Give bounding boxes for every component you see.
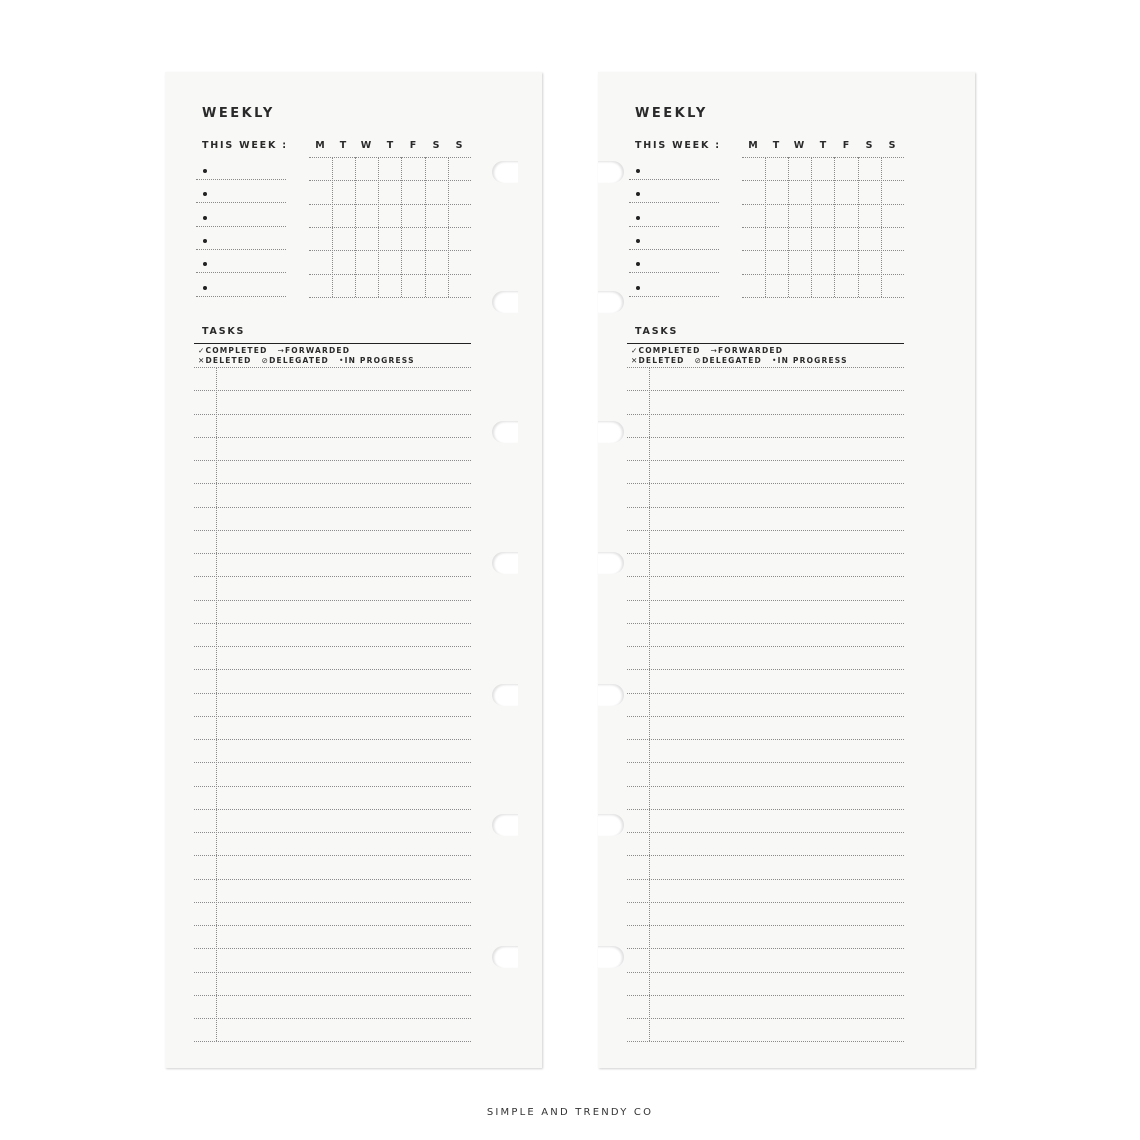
tasks-label: TASKS	[635, 326, 679, 337]
disc-hole-notch	[492, 291, 518, 313]
grid-col-line	[811, 157, 812, 297]
list-line	[196, 202, 286, 203]
grid-col-line	[858, 157, 859, 297]
legend-label: DELETED	[205, 356, 252, 365]
day-header: T	[772, 140, 780, 151]
legend-row-1	[631, 346, 783, 355]
day-header: S	[865, 140, 873, 151]
task-line	[627, 553, 904, 554]
legend-in-progress	[772, 356, 848, 365]
legend-label: FORWARDED	[284, 346, 351, 355]
day-header: W	[793, 140, 805, 151]
legend-row-2	[631, 356, 848, 365]
grid-col-line	[881, 157, 882, 297]
task-line	[194, 483, 471, 484]
in-progress-icon: •	[772, 356, 778, 365]
task-line	[194, 530, 471, 531]
legend-delegated	[695, 356, 762, 365]
list-line	[196, 272, 286, 273]
bullet-point	[203, 192, 207, 196]
legend-row-2	[198, 356, 415, 365]
grid-col-line	[834, 157, 835, 297]
disc-hole-notch	[492, 684, 518, 706]
completed-icon: ✓	[631, 346, 639, 355]
bullet-point	[636, 262, 640, 266]
delegated-icon: ⊘	[694, 356, 703, 365]
task-line	[627, 483, 904, 484]
delegated-icon: ⊘	[261, 356, 270, 365]
disc-hole-notch	[598, 552, 624, 574]
list-line	[629, 179, 719, 180]
task-line	[627, 902, 904, 903]
task-line	[627, 855, 904, 856]
task-line	[627, 576, 904, 577]
bullet-point	[203, 262, 207, 266]
task-line	[194, 832, 471, 833]
task-line	[194, 809, 471, 810]
task-line	[194, 972, 471, 973]
this-week-label: THIS WEEK :	[202, 140, 288, 151]
task-line	[194, 646, 471, 647]
grid-col-line	[425, 157, 426, 297]
task-line	[194, 437, 471, 438]
disc-hole-notch	[598, 814, 624, 836]
deleted-icon: ✕	[198, 356, 206, 365]
forwarded-icon: →	[277, 346, 285, 355]
task-line	[627, 390, 904, 391]
task-line	[194, 1041, 471, 1042]
grid-col-line	[788, 157, 789, 297]
task-line	[194, 600, 471, 601]
legend-label: DELEGATED	[269, 356, 329, 365]
completed-icon: ✓	[198, 346, 206, 355]
tasks-rule	[627, 343, 904, 344]
task-line	[627, 1018, 904, 1019]
task-line	[194, 995, 471, 996]
disc-hole-notch	[598, 291, 624, 313]
disc-hole-notch	[492, 946, 518, 968]
legend-label: DELETED	[638, 356, 685, 365]
legend-completed	[631, 346, 701, 355]
disc-hole-notch	[492, 814, 518, 836]
task-line	[627, 646, 904, 647]
legend-deleted	[631, 356, 685, 365]
list-line	[629, 249, 719, 250]
task-line	[194, 576, 471, 577]
task-line	[194, 693, 471, 694]
task-line	[627, 948, 904, 949]
legend-delegated	[262, 356, 329, 365]
list-line	[196, 179, 286, 180]
list-line	[196, 296, 286, 297]
brand-footer: SIMPLE AND TRENDY CO	[486, 1107, 654, 1118]
task-line	[627, 437, 904, 438]
bullet-point	[636, 192, 640, 196]
task-line	[194, 367, 471, 368]
task-line	[194, 948, 471, 949]
task-line	[627, 716, 904, 717]
disc-hole-notch	[598, 161, 624, 183]
this-week-label: THIS WEEK :	[635, 140, 721, 151]
grid-col-line	[332, 157, 333, 297]
task-line	[627, 762, 904, 763]
task-line	[194, 739, 471, 740]
day-header: S	[888, 140, 896, 151]
legend-deleted	[198, 356, 252, 365]
task-checkbox-column-line	[649, 367, 650, 1041]
legend-forwarded	[278, 346, 351, 355]
disc-hole-notch	[492, 161, 518, 183]
disc-hole-notch	[598, 946, 624, 968]
bullet-point	[203, 286, 207, 290]
day-header: F	[842, 140, 850, 151]
grid-col-line	[401, 157, 402, 297]
day-header: F	[409, 140, 417, 151]
list-line	[629, 226, 719, 227]
task-line	[194, 786, 471, 787]
task-line	[627, 925, 904, 926]
bullet-point	[203, 239, 207, 243]
task-line	[627, 693, 904, 694]
tasks-label: TASKS	[202, 326, 246, 337]
disc-hole-notch	[492, 421, 518, 443]
grid-col-line	[765, 157, 766, 297]
task-line	[627, 600, 904, 601]
list-line	[629, 296, 719, 297]
task-line	[194, 879, 471, 880]
grid-col-line	[448, 157, 449, 297]
task-line	[194, 902, 471, 903]
disc-hole-notch	[598, 684, 624, 706]
task-line	[627, 832, 904, 833]
task-line	[627, 1041, 904, 1042]
task-line	[194, 762, 471, 763]
task-line	[627, 669, 904, 670]
day-header: S	[455, 140, 463, 151]
legend-forwarded	[711, 346, 784, 355]
task-line	[194, 414, 471, 415]
bullet-point	[636, 239, 640, 243]
page-title: WEEKLY	[202, 106, 275, 121]
task-line	[627, 972, 904, 973]
list-line	[196, 226, 286, 227]
list-line	[196, 249, 286, 250]
day-header: W	[360, 140, 372, 151]
list-line	[629, 272, 719, 273]
task-line	[194, 1018, 471, 1019]
task-line	[194, 390, 471, 391]
task-line	[194, 460, 471, 461]
disc-hole-notch	[492, 552, 518, 574]
list-line	[629, 202, 719, 203]
planner-page-1	[165, 72, 542, 1068]
forwarded-icon: →	[710, 346, 718, 355]
disc-hole-notch	[598, 421, 624, 443]
task-line	[627, 367, 904, 368]
tasks-rule	[194, 343, 471, 344]
task-line	[627, 809, 904, 810]
page-title: WEEKLY	[635, 106, 708, 121]
legend-in-progress	[339, 356, 415, 365]
task-line	[194, 553, 471, 554]
day-header: S	[432, 140, 440, 151]
legend-label: COMPLETED	[205, 346, 268, 355]
task-line	[627, 786, 904, 787]
bullet-point	[636, 216, 640, 220]
legend-label: IN PROGRESS	[344, 356, 415, 365]
bullet-point	[203, 216, 207, 220]
legend-completed	[198, 346, 268, 355]
grid-col-line	[355, 157, 356, 297]
legend-label: DELEGATED	[702, 356, 762, 365]
in-progress-icon: •	[339, 356, 345, 365]
task-line	[194, 855, 471, 856]
grid-col-line	[378, 157, 379, 297]
day-header: M	[748, 140, 758, 151]
task-line	[627, 879, 904, 880]
legend-label: COMPLETED	[638, 346, 701, 355]
planner-page-2	[598, 72, 975, 1068]
task-line	[627, 507, 904, 508]
day-header: T	[386, 140, 394, 151]
deleted-icon: ✕	[631, 356, 639, 365]
task-line	[194, 716, 471, 717]
task-line	[627, 414, 904, 415]
task-line	[627, 460, 904, 461]
bullet-point	[636, 169, 640, 173]
bullet-point	[203, 169, 207, 173]
legend-row-1	[198, 346, 350, 355]
task-checkbox-column-line	[216, 367, 217, 1041]
legend-label: IN PROGRESS	[777, 356, 848, 365]
legend-label: FORWARDED	[717, 346, 784, 355]
task-line	[627, 995, 904, 996]
task-line	[194, 925, 471, 926]
task-line	[627, 623, 904, 624]
day-header: M	[315, 140, 325, 151]
bullet-point	[636, 286, 640, 290]
task-line	[627, 739, 904, 740]
task-line	[194, 507, 471, 508]
task-line	[627, 530, 904, 531]
day-header: T	[339, 140, 347, 151]
task-line	[194, 623, 471, 624]
day-header: T	[819, 140, 827, 151]
task-line	[194, 669, 471, 670]
